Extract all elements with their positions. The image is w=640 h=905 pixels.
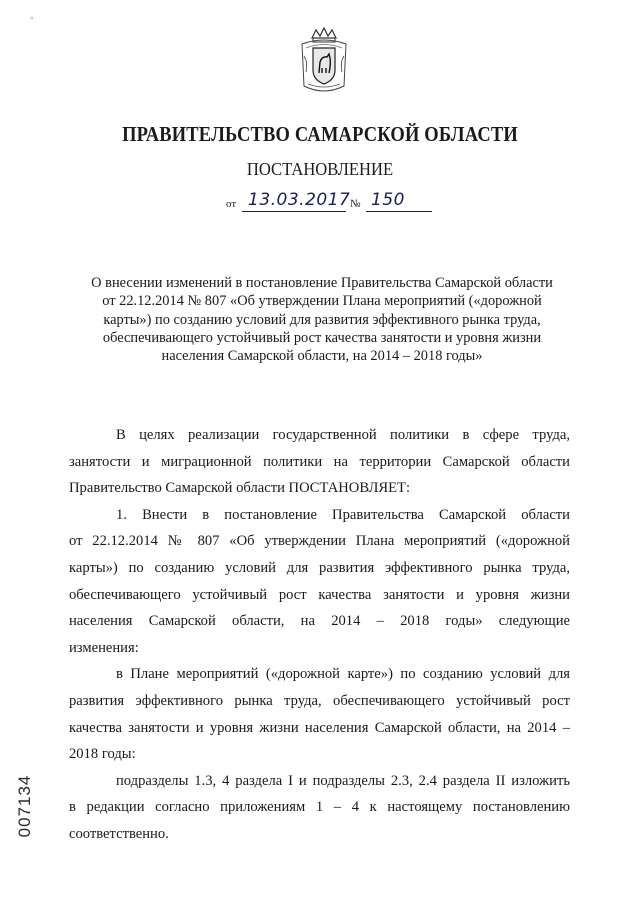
body-line: занятости и миграционной политики на территории Самарской области: [69, 453, 570, 470]
heading-line: обеспечивающего устойчивый рост качества занятости и уровня жизни: [102, 329, 542, 346]
organization-title: ПРАВИТЕЛЬСТВО САМАРСКОЙ ОБЛАСТИ: [122, 122, 518, 146]
corner-mark: «: [30, 14, 34, 22]
body-line: карты») по созданию условий для развития эффективного рынка труда,: [69, 559, 570, 576]
heading-line: карты») по созданию условий для развития эффективного рынка труда,: [103, 311, 541, 328]
number-label: №: [350, 198, 361, 210]
date-underline: [242, 211, 346, 212]
paragraph-preamble: [69, 422, 570, 502]
number-value: 150: [371, 190, 405, 210]
body-line: 2018 годы:: [69, 746, 136, 763]
registration-stamp: [10, 770, 40, 850]
date-value: 13.03.2017: [248, 190, 351, 210]
body-line: качества занятости и уровня жизни населения Самарской области, на 2014 –: [69, 719, 570, 736]
heading-line: населения Самарской области, на 2014 – 2018 годы»: [161, 348, 483, 365]
body-line: изменения:: [69, 639, 139, 656]
document-body: [69, 422, 570, 848]
document-type: ПОСТАНОВЛЕНИЕ: [246, 159, 394, 179]
coat-of-arms-icon: [298, 26, 350, 96]
body-line: от 22.12.2014 № 807 «Об утверждении Плана мероприятий («дорожной: [69, 533, 570, 550]
body-line: В целях реализации государственной политики в сфере труда,: [116, 427, 570, 443]
body-line: населения Самарской области, на 2014 – 2018 годы» следующие: [69, 613, 570, 630]
paragraph-plan: [69, 661, 570, 767]
date-number-line: [226, 190, 436, 218]
body-line: в Плане мероприятий («дорожной карте») по созданию условий для: [116, 666, 570, 683]
body-line: в редакции согласно приложениям 1 – 4 к настоящему постановлению: [69, 799, 570, 816]
date-label: от: [226, 198, 237, 210]
body-line: Правительство Самарской области ПОСТАНОВЛЯЕТ:: [69, 480, 411, 497]
number-underline: [366, 211, 432, 212]
body-line: обеспечивающего устойчивый рост качества занятости и уровня жизни: [69, 586, 570, 603]
body-line: подразделы 1.3, 4 раздела I и подразделы 2.3, 2.4 раздела II изложить: [116, 772, 570, 789]
document-heading: [80, 274, 564, 365]
stamp-number: 007134: [15, 774, 34, 838]
paragraph-item-1: [69, 502, 570, 662]
heading-line: от 22.12.2014 № 807 «Об утверждении Плана мероприятий («дорожной: [102, 293, 542, 310]
heading-line: О внесении изменений в постановление Правительства Самарской области: [91, 275, 553, 291]
paragraph-subsections: [69, 768, 570, 848]
body-line: соответственно.: [69, 825, 169, 842]
body-line: 1. Внести в постановление Правительства Самарской области: [116, 506, 570, 523]
body-line: развития эффективного рынка труда, обеспечивающего устойчивый рост: [69, 692, 570, 709]
